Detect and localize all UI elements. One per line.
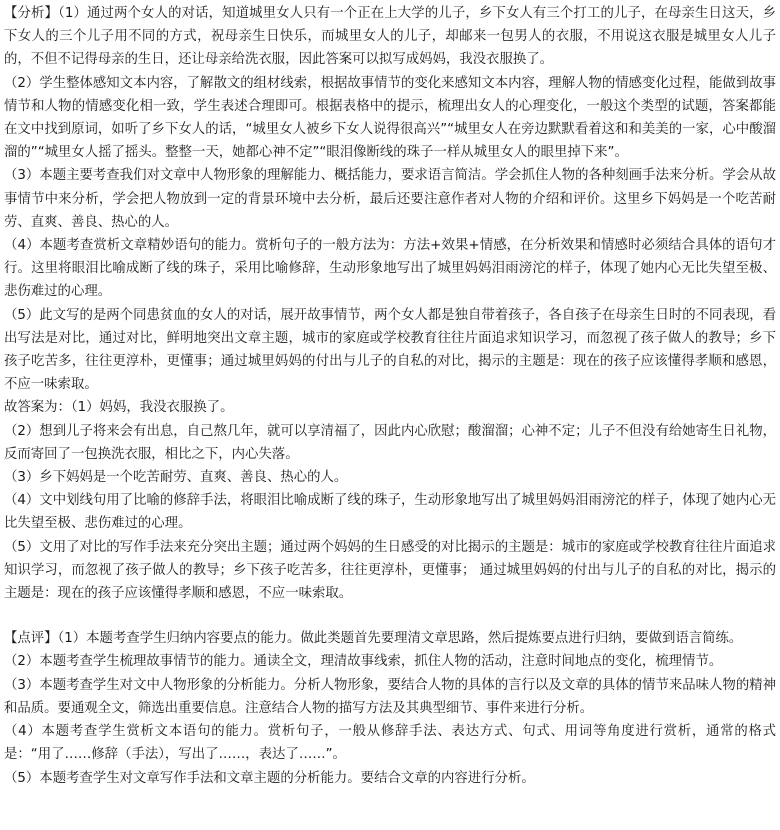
analysis-paragraph-4: （4）本题考查赏析文章精妙语句的能力。赏析句子的一般方法为：方法+效果+情感，在分析效果和情感时必须结合具体的语句才行。这里将眼泪比喻成断了线的珠子，采用比喻修辞，生动形象地写出了城里妈妈泪雨滂沱的样子，体现了她内心无比失望至极、悲伤难过的心理。 — [4, 238, 776, 300]
answer-section — [4, 396, 776, 605]
section-spacer — [4, 605, 776, 627]
analysis-paragraph-5: （5）此文写的是两个同患贫血的女人的对话，展开故事情节，两个女人都是独自带着孩子，各自孩子在母亲生日时的不同表现，看出写法是对比，通过对比，鲜明地突出文章主题，城市的家庭或学校教育往往片面追求知识学习，而忽视了孩子做人的教导；乡下孩子吃苦多，往往更淳朴，更懂事；通过城里妈妈的付出与儿子的自私的对比，揭示的主题是：现在的孩子应该懂得孝顺和感恩，不应一味索取。 — [4, 307, 776, 393]
analysis-paragraph-2: （2）学生整体感知文本内容，了解散文的组材线索，根据故事情节的变化来感知文本内容，理解人物的情感变化过程，能做到故事情节和人物的情感变化相一致，学生表述合理即可。根据表格中的提示，梳理出女人的心理变化，一般这个类型的试题，答案都能在文中找到原词，如听了乡下女人的话，“城里女人被乡下女人说得很高兴”“城里女人在旁边默默看着这和和美美的一家，心中酸溜溜的”“城里女人摇了摇头。整整一天，她都心神不定”“眼泪像断线的珠子一样从城里女人的眼里掉下来”。 — [4, 75, 776, 161]
analysis-paragraph-3: （3）本题主要考查我们对文章中人物形象的理解能力、概括能力，要求语言简洁。学会抓住人物的各种刻画手法来分析。学会从故事情节中来分析，学会把人物放到一定的背景环境中去分析，最后还要注意作者对人物的介绍和评价。这里乡下妈妈是一个吃苦耐劳、直爽、善良、热心的人。 — [4, 168, 776, 230]
analysis-section — [4, 2, 776, 396]
comment-section — [4, 627, 776, 789]
answer-paragraph-1: 故答案为：（1）妈妈，我没衣服换了。 — [4, 400, 234, 416]
comment-paragraph-4: （4）本题考查学生赏析文本语句的能力。赏析句子，一般从修辞手法、表达方式、句式、用词等角度进行赏析，通常的格式是：“用了……修辞（手法），写出了……，表达了……”。 — [4, 724, 776, 763]
comment-paragraph-3: （3）本题考查学生对文中人物形象的分析能力。分析人物形象，要结合人物的具体的言行以及文章的具体的情节来品味人物的精神和品质。要通观全文，筛选出重要信息。注意结合人物的描写方法及其典型细节、事件来进行分析。 — [4, 677, 776, 716]
comment-paragraph-1: 【点评】（1）本题考查学生归纳内容要点的能力。做此类题首先要理清文章思路，然后提炼要点进行归纳，要做到语言简练。 — [4, 631, 743, 647]
analysis-paragraph-1: 【分析】（1）通过两个女人的对话，知道城里女人只有一个正在上大学的儿子，乡下女人有三个打工的儿子，在母亲生日这天，乡下女人的三个儿子用不同的方式，祝母亲生日快乐，而城里女人的儿子，却邮来一包男人的衣服，不用说这衣服是城里女人儿子的，不但不记得母亲的生日，还让母亲给洗衣服，因此答案可以拟写成妈妈，我没衣服换了。 — [4, 6, 776, 68]
comment-paragraph-2: （2）本题考查学生梳理故事情节的能力。通读全文，理清故事线索，抓住人物的活动，注意时间地点的变化，梳理情节。 — [4, 654, 723, 670]
answer-paragraph-2: （2）想到儿子将来会有出息，自己熬几年，就可以享清福了，因此内心欣慰；酸溜溜；心神不定；儿子不但没有给她寄生日礼物，反而寄回了一包换洗衣服，相比之下，内心失落。 — [4, 423, 776, 462]
answer-paragraph-5: （5）文用了对比的写作手法来充分突出主题；通过两个妈妈的生日感受的对比揭示的主题是：城市的家庭或学校教育往往片面追求知识学习，而忽视了孩子做人的教导；乡下孩子吃苦多，往往更淳朴，更懂事； 通过城里妈妈的付出与儿子的自私的对比，揭示的主题是：现在的孩子应该懂得孝顺和感恩，不应一味索取。 — [4, 539, 776, 602]
answer-paragraph-3: （3）乡下妈妈是一个吃苦耐劳、直爽、善良、热心的人。 — [4, 470, 348, 486]
comment-paragraph-5: （5）本题考查学生对文章写作手法和文章主题的分析能力。要结合文章的内容进行分析。 — [4, 770, 535, 786]
answer-paragraph-4: （4）文中划线句用了比喻的修辞手法，将眼泪比喻成断了线的珠子，生动形象地写出了城里妈妈泪雨滂沱的样子，体现了她内心无比失望至极、悲伤难过的心理。 — [4, 493, 776, 532]
